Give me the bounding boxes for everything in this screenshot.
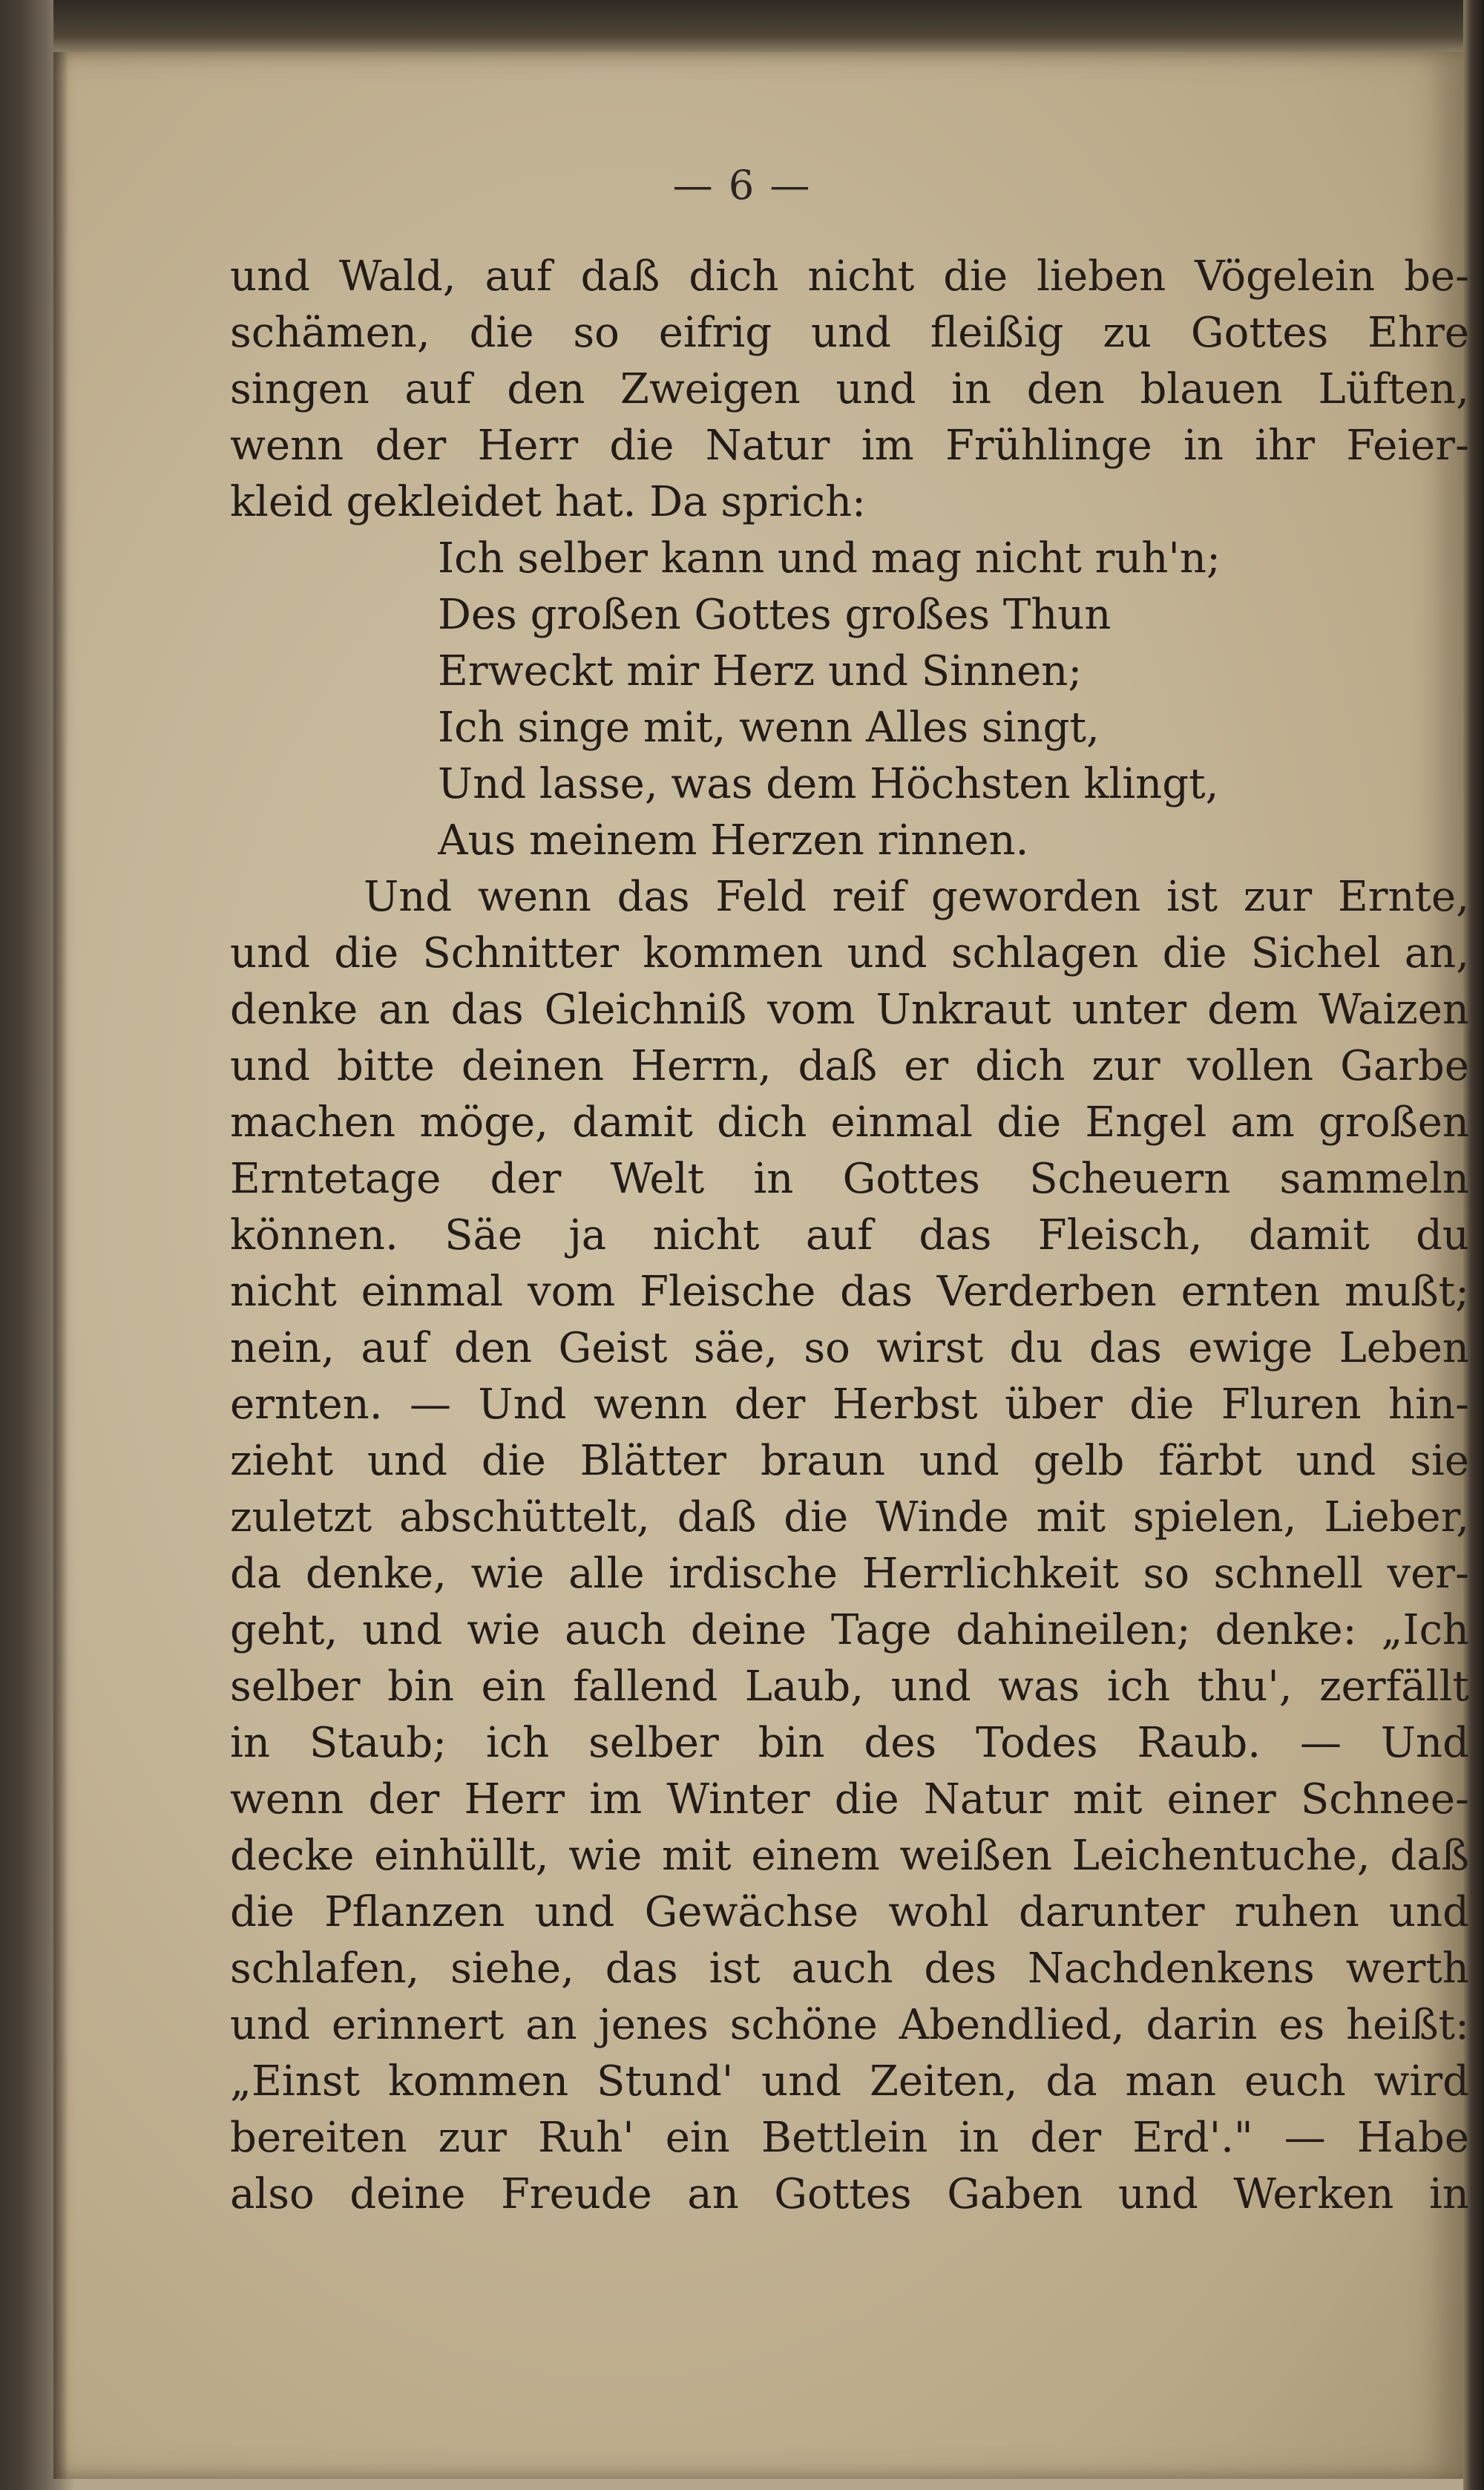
text-line: machen möge, damit dich einmal die Engel am großen <box>230 1098 1469 1147</box>
text-line: und erinnert an jenes schöne Abendlied, darin es heißt: <box>230 2001 1469 2049</box>
page-top-edge <box>53 0 1463 52</box>
text-line: Erntetage der Welt in Gottes Scheuern sammeln <box>230 1155 1469 1203</box>
text-line: also deine Freude an Gottes Gaben und Werken in <box>230 2170 1469 2218</box>
text-line: die Pflanzen und Gewächse wohl darunter ruhen und <box>230 1888 1469 1936</box>
verse-block <box>438 531 1469 869</box>
text-line: schämen, die so eifrig und fleißig zu Gottes Ehre <box>230 309 1469 357</box>
text-line: wenn der Herr die Natur im Frühlinge in ihr Feier- <box>230 422 1469 470</box>
text-line: und Wald, auf daß dich nicht die lieben Vögelein be- <box>230 252 1469 301</box>
text-line: geht, und wie auch deine Tage dahineilen; denke: „Ich <box>230 1606 1469 1654</box>
text-line: decke einhüllt, wie mit einem weißen Leichentuche, daß <box>230 1832 1469 1880</box>
text-line: schlafen, siehe, das ist auch des Nachdenkens werth <box>230 1945 1469 1993</box>
text-line: und bitte deinen Herrn, daß er dich zur vollen Garbe <box>230 1042 1469 1090</box>
text-line: und die Schnitter kommen und schlagen die Sichel an, <box>230 929 1469 977</box>
text-line: nicht einmal vom Fleische das Verderben ernten mußt; <box>230 1268 1469 1316</box>
verse-line: Ich selber kann und mag nicht ruh'n; <box>438 534 1221 583</box>
text-line: ernten. — Und wenn der Herbst über die Fluren hin- <box>230 1380 1469 1429</box>
text-line: nein, auf den Geist säe, so wirst du das ewige Leben <box>230 1324 1469 1372</box>
verse-line: Und lasse, was dem Höchsten klingt, <box>438 760 1219 808</box>
body-text <box>230 249 1469 2223</box>
page-number: — 6 — <box>672 162 812 209</box>
paragraph-2 <box>230 869 1469 2223</box>
verse-line: Aus meinem Herzen rinnen. <box>438 816 1029 865</box>
text-line: „Einst kommen Stund' und Zeiten, da man euch wird <box>230 2057 1469 2106</box>
text-line: zuletzt abschüttelt, daß die Winde mit spielen, Lieber, <box>230 1493 1469 1541</box>
text-line: wenn der Herr im Winter die Natur mit einer Schnee- <box>230 1775 1469 1824</box>
text-line: zieht und die Blätter braun und gelb färbt und sie <box>230 1437 1469 1485</box>
text-line: können. Säe ja nicht auf das Fleisch, damit du <box>230 1211 1469 1259</box>
spine-shadow <box>53 52 68 2479</box>
paragraph-1 <box>230 249 1469 531</box>
text-line: kleid gekleidet hat. Da sprich: <box>230 478 866 526</box>
text-line: denke an das Gleichniß vom Unkraut unter dem Waizen <box>230 986 1469 1034</box>
text-line: in Staub; ich selber bin des Todes Raub. — Und <box>230 1719 1469 1767</box>
text-line: singen auf den Zweigen und in den blauen Lüften, <box>230 365 1469 413</box>
verse-line: Ich singe mit, wenn Alles singt, <box>438 704 1100 752</box>
text-line: selber bin ein fallend Laub, und was ich thu', zerfällt <box>230 1662 1469 1711</box>
text-line: bereiten zur Ruh' ein Bettlein in der Erd'." — Habe <box>230 2114 1469 2162</box>
verse-line: Erweckt mir Herz und Sinnen; <box>438 647 1083 695</box>
text-line: Und wenn das Feld reif geworden ist zur Ernte, <box>364 873 1469 921</box>
verse-line: Des großen Gottes großes Thun <box>438 591 1112 639</box>
text-line: da denke, wie alle irdische Herrlichkeit so schnell ver- <box>230 1550 1469 1598</box>
